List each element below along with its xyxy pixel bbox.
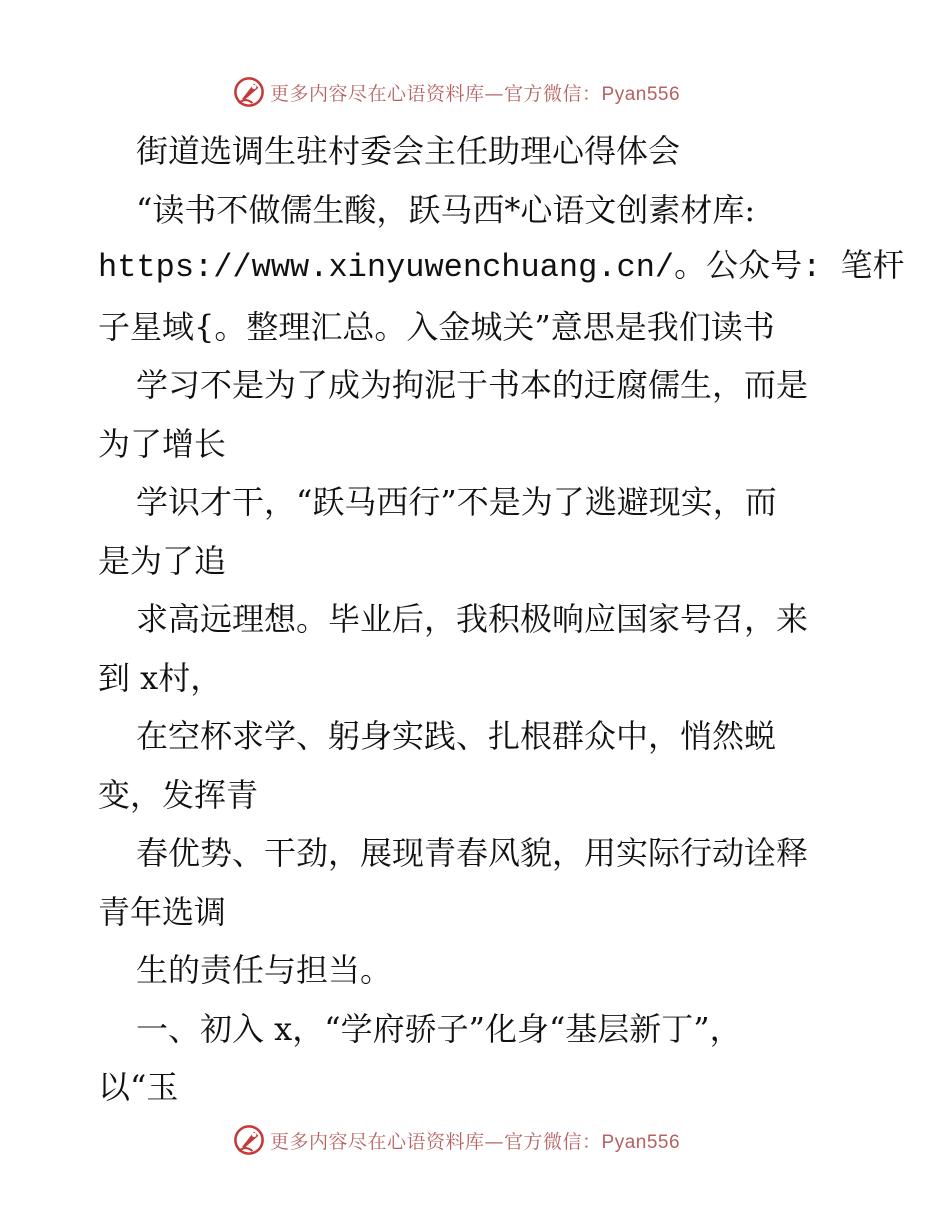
text-line: 到 x村， (98, 658, 223, 697)
footer-banner (232, 1120, 680, 1160)
text-line: 在空杯求学、躬身实践、扎根群众中，悄然蜕 (136, 717, 777, 755)
text-line: 求高远理想。毕业后，我积极响应国家号召，来 (136, 600, 809, 638)
text-line: 变，发挥青 (98, 775, 259, 814)
text-line: 一、初入 x，“学府骄子”化身“基层新丁”， (136, 1009, 742, 1048)
pen-nib-logo-icon (232, 75, 266, 109)
header-banner (232, 72, 680, 112)
text-line: 是为了追 (98, 541, 227, 580)
header-banner-text (270, 79, 680, 106)
text-line: 学识才干，“跃马西行”不是为了逃避现实，而 (136, 483, 777, 521)
document-body (98, 122, 905, 1117)
text-line: “读书不做儒生酸，跃马西*心语文创素材库: (136, 190, 756, 229)
document-title: 街道选调生驻村委会主任助理心得体会 (136, 132, 681, 170)
header-banner-label: 更多内容尽在心语资料库—官方微信： (270, 82, 602, 105)
text-line: 为了增长 (98, 424, 227, 463)
footer-banner-handle: Pyan556 (601, 1131, 681, 1153)
header-banner-handle: Pyan556 (601, 83, 681, 105)
footer-banner-label: 更多内容尽在心语资料库—官方微信： (270, 1130, 602, 1153)
footer-banner-text (270, 1127, 680, 1154)
text-line: 青年选调 (98, 892, 227, 931)
text-line: 生的责任与担当。 (136, 951, 393, 989)
text-line: 春优势、干劲，展现青春风貌，用实际行动诠释 (136, 834, 809, 872)
pen-nib-logo-icon (232, 1123, 266, 1157)
text-line: 学习不是为了成为拘泥于书本的迂腐儒生，而是 (136, 366, 809, 404)
text-line: 以“玉 (98, 1068, 179, 1106)
text-line: 子星域{。整理汇总。入金城关”意思是我们读书 (98, 307, 775, 346)
text-line: https://www.xinyuwenchuang.cn/。公众号: 笔杆 (98, 249, 905, 286)
